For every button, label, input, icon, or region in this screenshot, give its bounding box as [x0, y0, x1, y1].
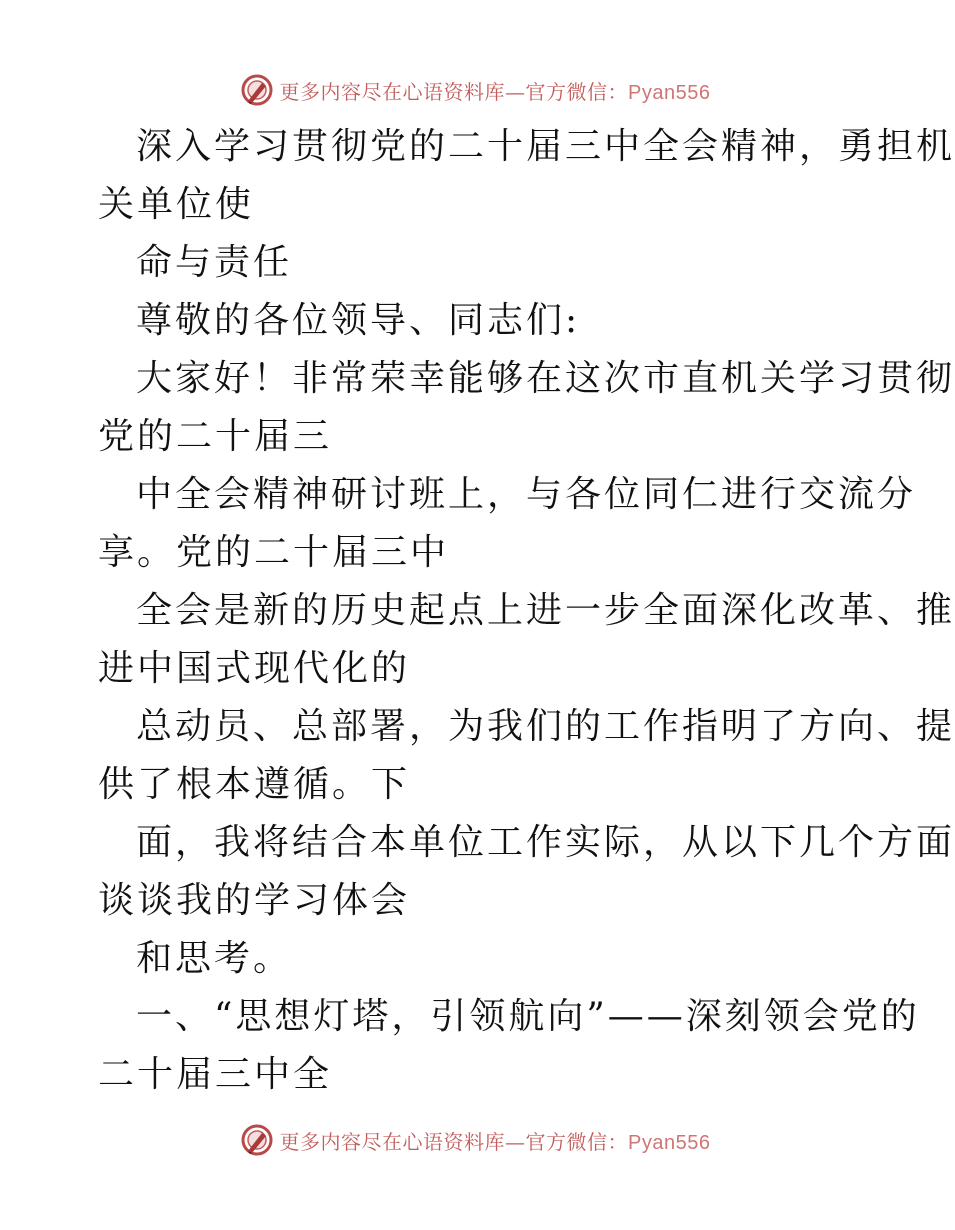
pen-seal-icon: [240, 73, 274, 107]
text-line: 进中国式现代化的: [98, 648, 411, 689]
document-body: [98, 118, 955, 1104]
text-line: 全会是新的历史起点上进一步全面深化改革、推: [136, 590, 955, 631]
text-line: 大家好！非常荣幸能够在这次市直机关学习贯彻: [136, 358, 955, 399]
watermark-text: 更多内容尽在心语资料库—官方微信：: [279, 79, 629, 104]
text-line: 关单位使: [98, 184, 255, 225]
watermark-wechat-id: Pyan556: [628, 1131, 711, 1154]
text-line: 尊敬的各位领导、同志们:: [136, 300, 581, 341]
text-line: 享。党的二十届三中: [98, 532, 450, 573]
text-line: 二十届三中全: [98, 1054, 333, 1095]
pen-seal-icon: [240, 1123, 274, 1157]
text-line: 中全会精神研讨班上，与各位同仁进行交流分: [136, 474, 917, 515]
text-line: 总动员、总部署，为我们的工作指明了方向、提: [136, 706, 955, 747]
text-line: 深入学习贯彻党的二十届三中全会精神，勇担机: [136, 126, 955, 167]
text-line: 党的二十届三: [98, 416, 333, 457]
text-line: 一、“思想灯塔，引领航向”——深刻领会党的: [136, 996, 920, 1037]
text-line: 和思考。: [136, 938, 293, 979]
text-line: 供了根本遵循。下: [98, 764, 411, 805]
text-line: 谈谈我的学习体会: [98, 880, 411, 921]
footer-watermark: [0, 1120, 950, 1160]
watermark-wechat-id: Pyan556: [628, 81, 711, 104]
text-line: 命与责任: [136, 242, 293, 283]
header-watermark: [0, 70, 950, 110]
watermark-text: 更多内容尽在心语资料库—官方微信：: [279, 1129, 629, 1154]
text-line: 面，我将结合本单位工作实际，从以下几个方面: [136, 822, 955, 863]
